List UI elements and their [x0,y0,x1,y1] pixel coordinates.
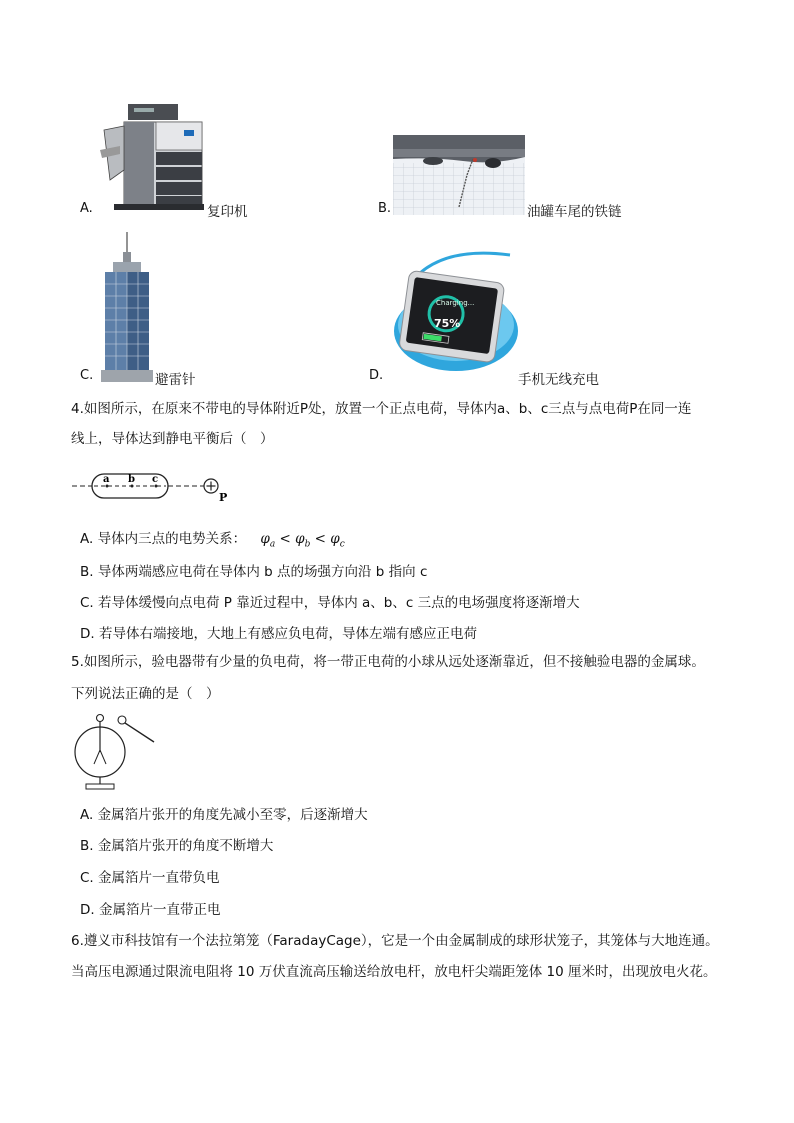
q5-stem-line2: 下列说法正确的是（ ） [71,686,220,702]
q4-option-b: B. 导体两端感应电荷在导体内 b 点的场强方向沿 b 指向 c [80,564,428,580]
phone-percent-text: 75% [434,317,461,330]
q5-stem-line1: 5.如图所示，验电器带有少量的负电荷，将一带正电荷的小球从远处逐渐靠近，但不接触验电器的金属球。 [71,654,705,670]
option-a-letter: A. [80,201,93,216]
q5-option-c: C. 金属箔片一直带负电 [80,870,220,886]
q6-line1: 6.遵义市科技馆有一个法拉第笼（FaradayCage），它是一个由金属制成的球形状笼子，其笼体与大地连通。 [71,933,719,949]
label-c: c [152,474,159,485]
option-d-caption: 手机无线充电 [518,372,599,388]
q4-option-d: D. 若导体右端接地，大地上有感应负电荷，导体左端有感应正电荷 [80,626,477,642]
q4-stem-line1: 4.如图所示，在原来不带电的导体附近P处，放置一个正点电荷，导体内a、b、c三点与点电荷P在同一连 [71,401,692,417]
phone-wireless-charging-image [390,243,520,381]
potential-relation: $\varphi_a < \varphi_b < \varphi_c$ [260,531,345,550]
option-b-letter: B. [378,201,392,216]
option-d-letter: D. [369,368,384,383]
tanker-chain-image [393,135,525,215]
q4-option-a-text: A. 导体内三点的电势关系： [80,531,247,547]
electroscope-figure [70,710,162,792]
q6-line2: 当高压电源通过限流电阻将 10 万伏直流高压输送给放电杆，放电杆尖端距笼体 10 厘米时，出现放电火花。 [71,964,717,980]
q5-option-a: A. 金属箔片张开的角度先减小至零，后逐渐增大 [80,807,368,823]
q4-option-a [80,527,345,550]
photocopier-image [96,100,206,215]
phone-status-text: Charging... [436,299,475,307]
option-b-caption: 油罐车尾的铁链 [527,204,622,220]
q5-option-b: B. 金属箔片张开的角度不断增大 [80,838,274,854]
label-a: a [103,474,110,485]
option-a-caption: 复印机 [207,204,248,220]
conductor-figure [70,466,240,508]
option-c-letter: C. [80,368,94,383]
option-c-caption: 避雷针 [155,372,196,388]
skyscraper-lightning-rod-image [97,232,155,382]
q4-option-c: C. 若导体缓慢向点电荷 P 靠近过程中，导体内 a、b、c 三点的电场强度将逐渐增大 [80,595,580,611]
q5-option-d: D. 金属箔片一直带正电 [80,902,221,918]
label-p: P [219,491,228,504]
q4-stem-line2: 线上，导体达到静电平衡后（ ） [71,431,274,447]
label-b: b [128,474,135,485]
